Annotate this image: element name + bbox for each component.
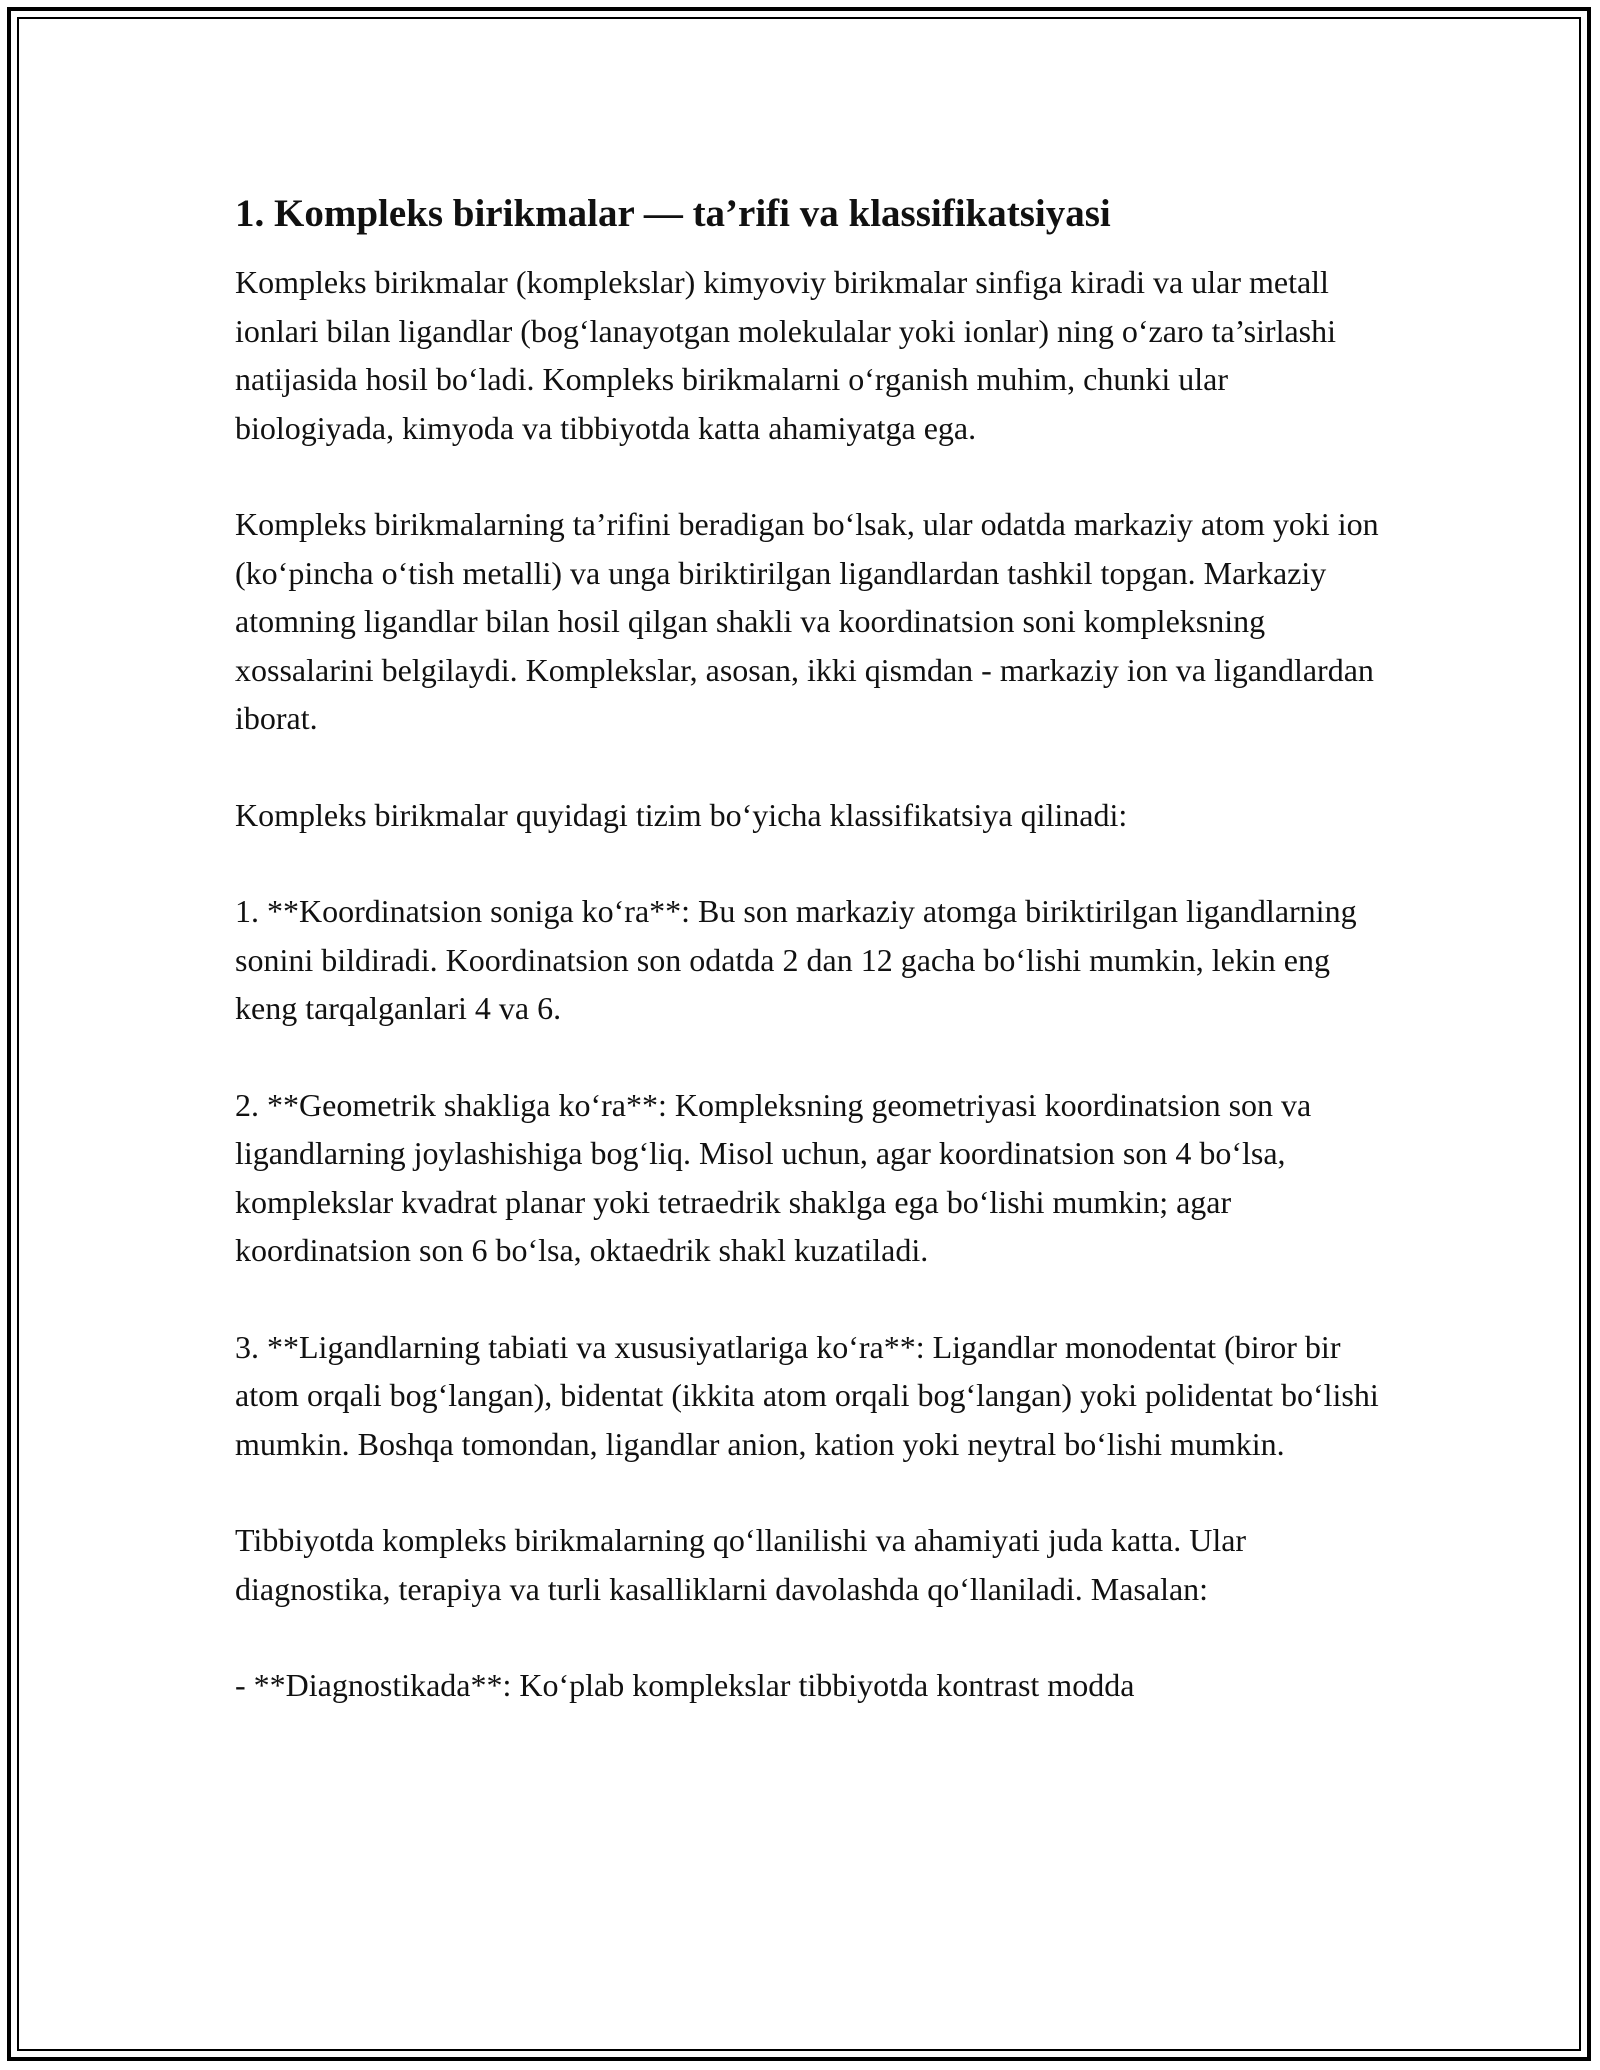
paragraph-medicine: Tibbiyotda kompleks birikmalarning qo‘llanilishi va ahamiyati juda katta. Ular diagnostika, terapiya va turli kasalliklarni davolashda qo‘llaniladi. Masalan: xyxy=(235,1522,1247,1607)
list-item-diagnostics: - **Diagnostikada**: Ko‘plab komplekslar tibbiyotda kontrast modda xyxy=(235,1667,1135,1703)
document-body xyxy=(235,186,1385,1710)
paragraph-classification-intro: Kompleks birikmalar quyidagi tizim bo‘yicha klassifikatsiya qilinadi: xyxy=(235,796,1128,833)
paragraph-intro: Kompleks birikmalar (komplekslar) kimyoviy birikmalar sinfiga kiradi va ular metall ionlari bilan ligandlar (bog‘lanayotgan molekulalar yoki ionlar) ning o‘zaro ta’sirlashi natijasida hosil bo‘ladi. Kompleks birikmalarni o‘rganish muhim, chunki ular biologiyada, kimyoda va tibbiyotda katta ahamiyatga ega. xyxy=(235,264,1336,446)
list-item-ligand-nature: 3. **Ligandlarning tabiati va xususiyatlariga ko‘ra**: Ligandlar monodentat (biror bir atom orqali bog‘langan), bidentat (ikkita atom orqali bog‘langan) yoki polidentat bo‘lishi mumkin. Boshqa tomondan, ligandlar anion, kation yoki neytral bo‘lishi mumkin. xyxy=(235,1328,1379,1462)
paragraph-definition: Kompleks birikmalarning ta’rifini beradigan bo‘lsak, ular odatda markaziy atom yoki ion (ko‘pincha o‘tish metalli) va unga biriktirilgan ligandlardan tashkil topgan. Markaziy atomning ligandlar bilan hosil qilgan shakli va koordinatsion soni kompleksning xossalarini belgilaydi. Komplekslar, asosan, ikki qismdan - markaziy ion va ligandlardan iborat. xyxy=(235,506,1379,736)
section-title: 1. Kompleks birikmalar — ta’rifi va klassifikatsiyasi xyxy=(235,192,1111,235)
list-item-geometry: 2. **Geometrik shakliga ko‘ra**: Kompleksning geometriyasi koordinatsion son va ligandlarning joylashishiga bog‘liq. Misol uchun, agar koordinatsion son 4 bo‘lsa, komplekslar kvadrat planar yoki tetraedrik shaklga ega bo‘lishi mumkin; agar koordinatsion son 6 bo‘lsa, oktaedrik shakl kuzatiladi. xyxy=(235,1086,1312,1268)
list-item-coordination-number: 1. **Koordinatsion soniga ko‘ra**: Bu son markaziy atomga biriktirilgan ligandlarning sonini bildiradi. Koordinatsion son odatda 2 dan 12 gacha bo‘lishi mumkin, lekin eng keng tarqalganlari 4 va 6. xyxy=(235,893,1357,1026)
